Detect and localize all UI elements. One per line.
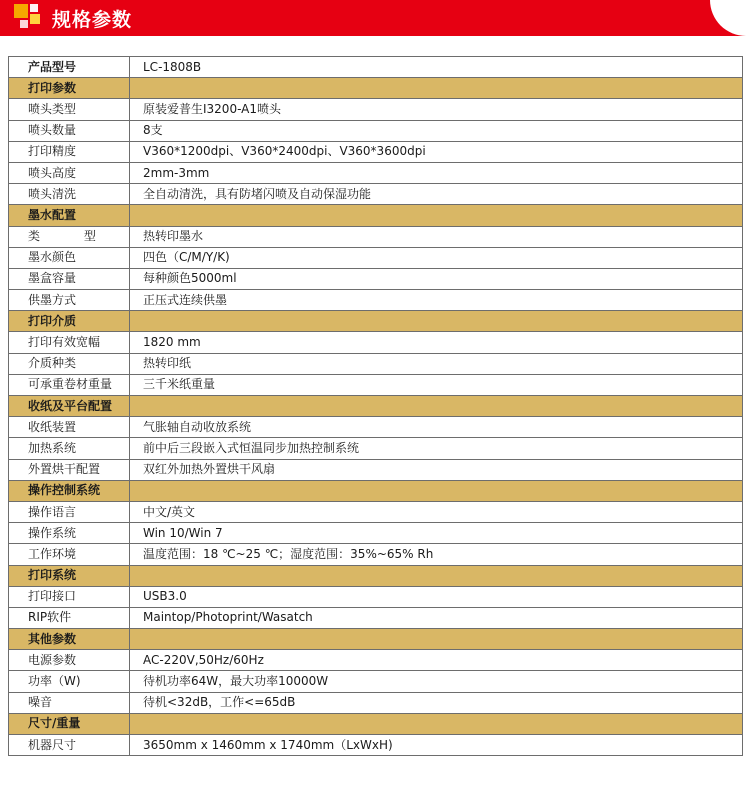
spec-label: 喷头数量: [9, 120, 130, 141]
section-header-row: [9, 629, 743, 650]
model-value: LC-1808B: [130, 57, 743, 78]
spec-label: 打印接口: [9, 586, 130, 607]
spec-value: 原装爱普生I3200-A1喷头: [130, 99, 743, 120]
spec-row: [9, 290, 743, 311]
spec-value: 气胀轴自动收放系统: [130, 417, 743, 438]
spec-row: [9, 417, 743, 438]
spec-row: [9, 459, 743, 480]
section-fill: [130, 396, 743, 417]
section-header-row: [9, 480, 743, 501]
spec-row: [9, 438, 743, 459]
spec-row: [9, 523, 743, 544]
spec-value: 三千米纸重量: [130, 374, 743, 395]
spec-label: 机器尺寸: [9, 735, 130, 756]
spec-label: 供墨方式: [9, 290, 130, 311]
spec-value: 8支: [130, 120, 743, 141]
spec-label: 加热系统: [9, 438, 130, 459]
spec-label: 操作语言: [9, 501, 130, 522]
spec-row: [9, 374, 743, 395]
spec-label: 可承重卷材重量: [9, 374, 130, 395]
spec-row: [9, 247, 743, 268]
spec-row: [9, 650, 743, 671]
section-header-row: [9, 396, 743, 417]
decor-square-icon: [20, 20, 28, 28]
decor-square-icon: [14, 4, 28, 18]
header-banner: [0, 0, 750, 36]
spec-row: [9, 671, 743, 692]
spec-value: 3650mm x 1460mm x 1740mm（LxWxH): [130, 735, 743, 756]
spec-value: 双红外加热外置烘干风扇: [130, 459, 743, 480]
model-label: 产品型号: [9, 57, 130, 78]
spec-value: Maintop/Photoprint/Wasatch: [130, 607, 743, 628]
decor-square-icon: [30, 4, 38, 12]
model-row: [9, 57, 743, 78]
spec-value: Win 10/Win 7: [130, 523, 743, 544]
spec-value: 全自动清洗，具有防堵闪喷及自动保湿功能: [130, 184, 743, 205]
section-header-row: [9, 205, 743, 226]
spec-value: USB3.0: [130, 586, 743, 607]
spec-label: 介质种类: [9, 353, 130, 374]
spec-value: 前中后三段嵌入式恒温同步加热控制系统: [130, 438, 743, 459]
spec-label: 打印有效宽幅: [9, 332, 130, 353]
spec-row: [9, 226, 743, 247]
spec-table: [8, 56, 743, 756]
section-fill: [130, 205, 743, 226]
section-fill: [130, 480, 743, 501]
spec-value: 热转印纸: [130, 353, 743, 374]
decor-square-icon: [30, 14, 40, 24]
spec-value: 1820 mm: [130, 332, 743, 353]
spec-label: 打印精度: [9, 141, 130, 162]
section-title: 操作控制系统: [9, 480, 130, 501]
spec-row: [9, 353, 743, 374]
section-title: 墨水配置: [9, 205, 130, 226]
spec-value: 四色（C/M/Y/K): [130, 247, 743, 268]
spec-label: 外置烘干配置: [9, 459, 130, 480]
spec-label: 收纸装置: [9, 417, 130, 438]
spec-row: [9, 184, 743, 205]
spec-label: 工作环境: [9, 544, 130, 565]
section-header-row: [9, 713, 743, 734]
spec-label: 喷头清洗: [9, 184, 130, 205]
spec-value: AC-220V,50Hz/60Hz: [130, 650, 743, 671]
section-header-row: [9, 78, 743, 99]
spec-value: 正压式连续供墨: [130, 290, 743, 311]
spec-value: 中文/英文: [130, 501, 743, 522]
spec-row: [9, 99, 743, 120]
spec-label: 类 型: [9, 226, 130, 247]
section-title: 打印系统: [9, 565, 130, 586]
section-title: 打印介质: [9, 311, 130, 332]
section-fill: [130, 629, 743, 650]
spec-label: 喷头类型: [9, 99, 130, 120]
spec-row: [9, 268, 743, 289]
spec-value: 待机功率64W，最大功率10000W: [130, 671, 743, 692]
spec-row: [9, 544, 743, 565]
section-title: 收纸及平台配置: [9, 396, 130, 417]
section-fill: [130, 78, 743, 99]
spec-value: V360*1200dpi、V360*2400dpi、V360*3600dpi: [130, 141, 743, 162]
spec-value: 2mm-3mm: [130, 162, 743, 183]
section-fill: [130, 311, 743, 332]
spec-value: 每种颜色5000ml: [130, 268, 743, 289]
spec-row: [9, 120, 743, 141]
spec-row: [9, 501, 743, 522]
spec-value: 温度范围：18 ℃~25 ℃；湿度范围：35%~65% Rh: [130, 544, 743, 565]
section-title: 其他参数: [9, 629, 130, 650]
spec-row: [9, 692, 743, 713]
spec-label: 噪音: [9, 692, 130, 713]
spec-row: [9, 162, 743, 183]
section-fill: [130, 565, 743, 586]
section-title: 打印参数: [9, 78, 130, 99]
spec-value: 待机<32dB，工作<=65dB: [130, 692, 743, 713]
spec-row: [9, 141, 743, 162]
page-title: 规格参数: [52, 9, 133, 31]
spec-label: 墨水颜色: [9, 247, 130, 268]
spec-label: RIP软件: [9, 607, 130, 628]
spec-label: 喷头高度: [9, 162, 130, 183]
spec-row: [9, 332, 743, 353]
spec-label: 功率（W): [9, 671, 130, 692]
spec-row: [9, 735, 743, 756]
spec-label: 墨盒容量: [9, 268, 130, 289]
section-fill: [130, 713, 743, 734]
spec-label: 电源参数: [9, 650, 130, 671]
spec-value: 热转印墨水: [130, 226, 743, 247]
section-header-row: [9, 565, 743, 586]
spec-label: 操作系统: [9, 523, 130, 544]
spec-row: [9, 607, 743, 628]
spec-row: [9, 586, 743, 607]
section-header-row: [9, 311, 743, 332]
section-title: 尺寸/重量: [9, 713, 130, 734]
